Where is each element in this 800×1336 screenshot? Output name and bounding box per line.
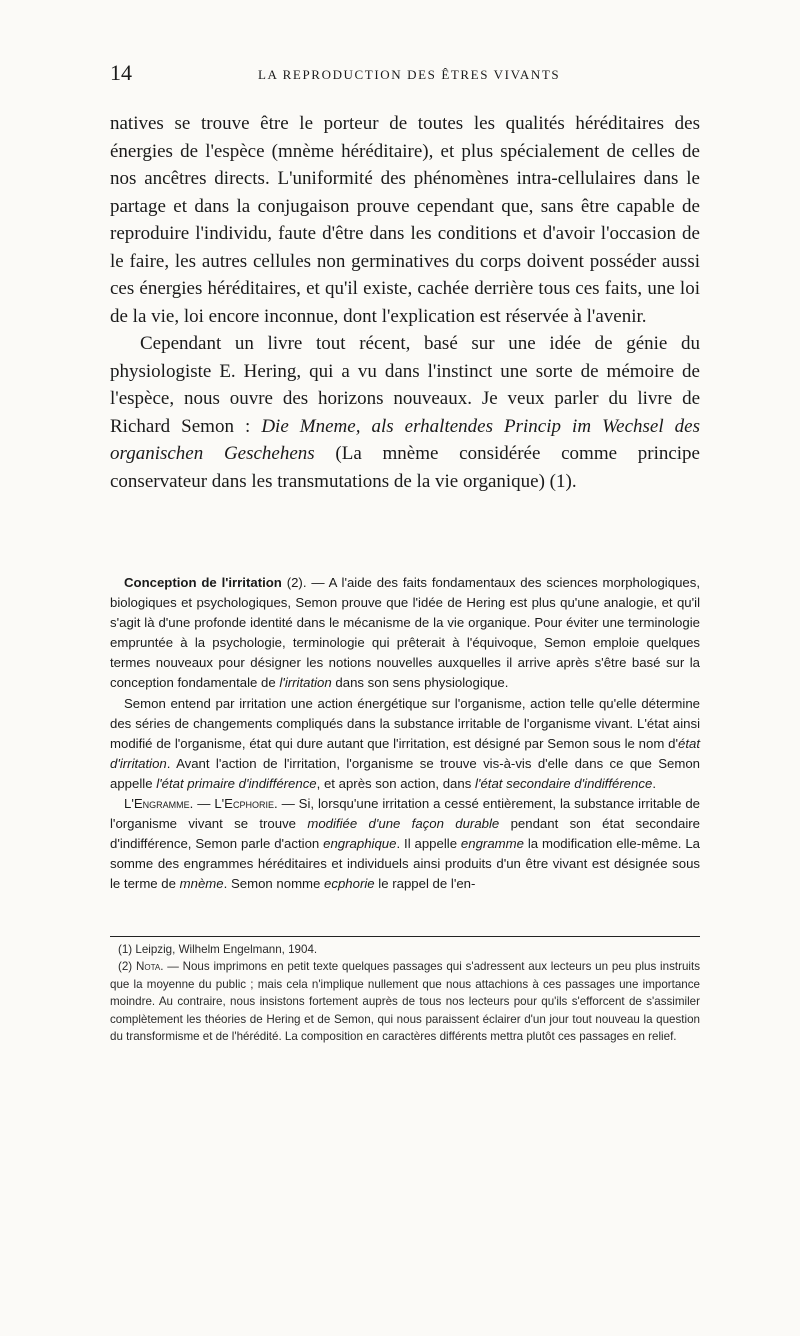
small-paragraph-3-text-c: . Il appelle xyxy=(396,836,461,852)
small-paragraph-1-text-a: (2). — A l'aide des faits fondamentaux des sciences morphologiques, biologiques et psychologiques, Semon prouve que l'idée de Hering est plus qu'une analogie, et qu'il s'agit là d'une profonde identité dans le mécanisme de la vie organique. Pour éviter une terminologie empruntée à la psychologie, terminologie qui prêterait à l'équivoque, Semon emploie quelques termes nouveaux pour désigner les notions nouvelles auxquelles il arrive après s'être basé sur la conception fondamentale de xyxy=(110,575,700,691)
section-heading-engramme: L'Engramme. — L'Ecphorie. xyxy=(124,796,278,812)
small-paragraph-2-text-a: Semon entend par irritation une action énergétique sur l'organisme, action telle qu'elle détermine des séries de changements compliqués dans la substance irritable de l'organisme vivant. L'état ainsi modifié de l'organisme, état qui dure autant que l'irritation, est désigné par Semon sous le nom d' xyxy=(110,695,700,751)
small-paragraph-1-text-b: dans son sens physiologique. xyxy=(331,675,509,691)
small-paragraph-2 xyxy=(110,694,700,794)
page-header xyxy=(110,62,700,84)
term-engraphique: engraphique xyxy=(323,836,397,852)
small-paragraph-2-text-c: , et après son action, dans xyxy=(316,775,475,791)
term-ecphorie: ecphorie xyxy=(324,876,375,892)
footnote-2 xyxy=(110,958,700,1045)
small-paragraph-3-text-e: . Semon nomme xyxy=(223,876,325,892)
term-engramme: engramme xyxy=(460,836,524,852)
footnote-1: (1) Leipzig, Wilhelm Engelmann, 1904. xyxy=(118,943,318,956)
paragraph-2-text-b: (La mnème considérée comme principe conservateur dans les transmutations de la vie organique) (1). xyxy=(110,443,700,492)
small-paragraph-3-text-d: la modification elle-même. La somme des engrammes héréditaires et individuels ainsi produits d'un être vivant est désignée sous le terme de xyxy=(110,836,701,892)
section-heading-irritation: Conception de l'irritation xyxy=(124,575,282,590)
term-modifiee: modifiée d'une façon durable xyxy=(307,816,500,832)
small-paragraph-3-text-b: pendant son état secondaire d'indifférence, Semon parle d'action xyxy=(110,816,700,852)
term-irritation: l'irritation xyxy=(279,675,332,691)
term-mneme: mnème xyxy=(179,876,224,892)
footnotes xyxy=(110,941,700,1045)
small-paragraph-3-text-a: — Si, lorsqu'une irritation a cessé entièrement, la substance irritable de l'organisme vivant se trouve xyxy=(110,796,700,832)
page-number: 14 xyxy=(110,60,132,85)
small-paragraph-3-text-f: le rappel de l'en- xyxy=(374,876,476,892)
footnote-2-marker: (2) xyxy=(118,960,136,974)
running-title: LA REPRODUCTION DES ÊTRES VIVANTS xyxy=(258,67,561,82)
book-title: Die Mneme, als erhaltendes Princip im Wechsel des organischen Geschehens xyxy=(110,415,700,464)
term-etat-secondaire: l'état secondaire d'indifférence xyxy=(475,775,653,791)
small-paragraph-2-text-d: . xyxy=(652,775,656,791)
paragraph-2 xyxy=(110,330,700,495)
term-etat-primaire: l'état primaire d'indifférence xyxy=(156,775,317,791)
main-text xyxy=(110,110,700,495)
footnote-2-text: — Nous imprimons en petit texte quelques passages qui s'adressent aux lecteurs un peu plus instruits que la moyenne du public ; mais cela n'implique nullement que nous attachions à ces passages une importance moindre. Au contraire, nous insistons fortement auprès de tous nos lecteurs pour qu'ils s'efforcent de s'assimiler complètement les théories de Hering et de Semon, qui nous paraissent éclairer d'un jour tout nouveau la question du transformisme et de l'hérédité. La composition en caractères différents mettra plutôt ces passages en relief. xyxy=(110,960,701,1044)
footnote-2-nota: Nota. xyxy=(135,960,164,974)
paragraph-1: natives se trouve être le porteur de toutes les qualités héréditaires des énergies de l'espèce (mnème héréditaire), et plus spécialement de celles de nos ancêtres directs. L'uniformité des phénomènes intra-cellulaires dans le partage et dans la conjugaison prouve cependant que, sans être capable de reproduire l'individu, faute d'être dans les conditions et d'avoir l'occasion de le faire, les autres cellules non germinatives du corps doivent posséder aussi ces énergies héréditaires, et qu'il existe, cachée derrière tous ces faits, une loi de la vie, loi encore inconnue, dont l'explication est réservée à l'avenir. xyxy=(110,113,700,327)
small-print-section xyxy=(110,573,700,895)
term-etat-irritation: état d'irritation xyxy=(110,735,700,771)
paragraph-2-text-a: Cependant un livre tout récent, basé sur une idée de génie du physiologiste E. Hering, qui a vu dans l'instinct une sorte de mémoire de l'espèce, nous ouvre des horizons nouveaux. Je veux parler du livre de Richard Semon : xyxy=(110,333,700,437)
small-paragraph-1 xyxy=(110,573,700,694)
footnote-divider xyxy=(110,936,700,937)
small-paragraph-3 xyxy=(110,794,700,894)
small-paragraph-2-text-b: . Avant l'action de l'irritation, l'organisme se trouve vis-à-vis d'elle dans ce que Semon appelle xyxy=(110,755,700,791)
